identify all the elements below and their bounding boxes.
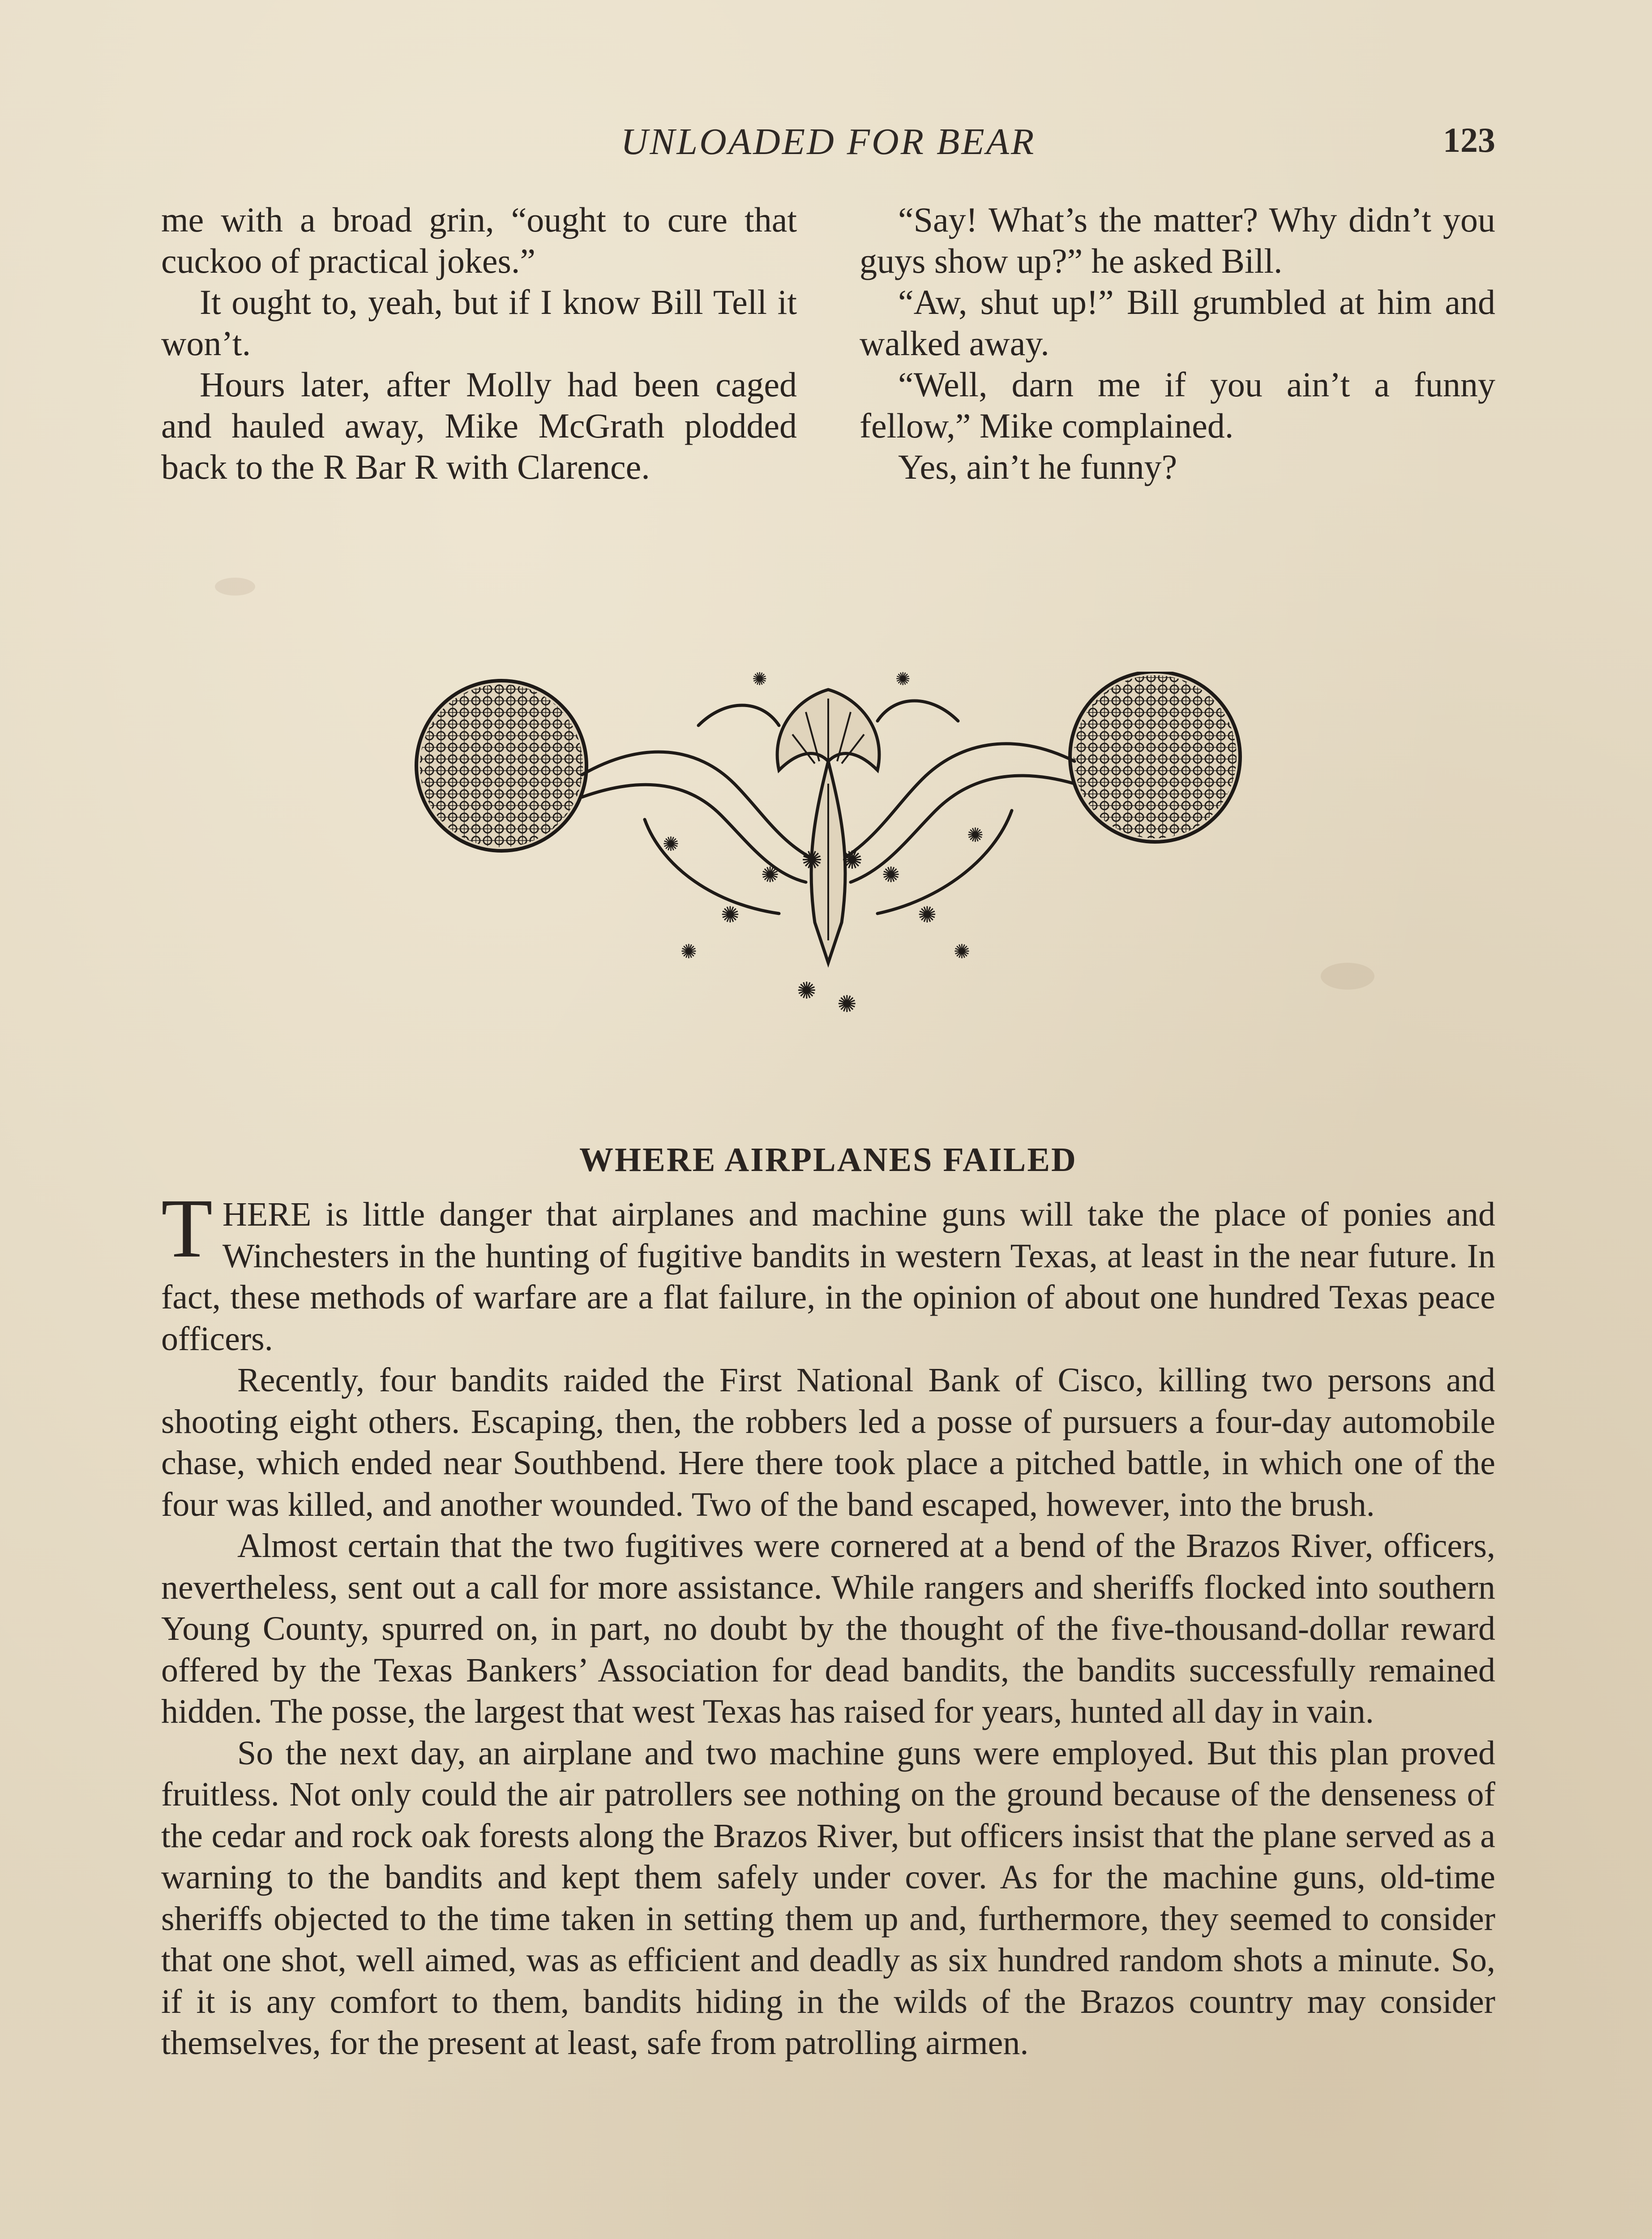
column-paragraph: Yes, ain’t he funny? (898, 447, 1177, 486)
running-title: UNLOADED FOR BEAR (621, 121, 1036, 163)
article (161, 1137, 1495, 2064)
story-ending-columns (161, 199, 1495, 488)
svg-text:✺: ✺ (752, 672, 767, 689)
article-title: WHERE AIRPLANES FAILED (579, 1141, 1077, 1179)
svg-text:✺: ✺ (797, 978, 817, 1004)
svg-text:✺: ✺ (761, 863, 779, 887)
article-paragraph: So the next day, an airplane and two machine guns were employed. But this plan proved fruitless. Not only could the air patrollers see nothing on the ground because of the denseness of the cedar and rock oak forests along the Brazos River, but officers insist that the plane served as a warning to the bandits and kept them safely under cover. As for the machine guns, old-time sheriffs objected to the time taken in setting them up and, furthermore, they seemed to consider that one shot, well aimed, was as efficient and deadly as six hundred random shots a minute. So, if it is any comfort to them, bandits hiding in the wilds of the Brazos country may consider themselves, for the present at least, safe from patrolling airmen. (161, 1734, 1495, 2062)
svg-text:✺: ✺ (895, 672, 911, 689)
svg-text:✺: ✺ (680, 941, 697, 963)
svg-text:✺: ✺ (801, 847, 822, 875)
svg-text:✺: ✺ (837, 992, 857, 1017)
art-nouveau-floral-ornament-icon (412, 672, 1245, 1021)
left-column (161, 199, 797, 488)
column-paragraph: me with a broad grin, “ought to cure that cuckoo of practical jokes.” (161, 200, 797, 280)
column-paragraph: “Say! What’s the matter? Why didn’t you guys show up?” he asked Bill. (860, 200, 1495, 280)
article-paragraph: Almost certain that the two fugitives were cornered at a bend of the Brazos River, officers, nevertheless, sent out a call for more assistance. While rangers and sheriffs flocked into southern Young County, spurred on, in part, no doubt by the thought of the five-thousand-dollar reward offered by the Texas Bankers’ Association for dead bandits, the bandits successfully remained hidden. The posse, the largest that west Texas has raised for years, hunted all day in vain. (161, 1527, 1495, 1730)
central-fan-leaf (777, 690, 879, 963)
column-paragraph: It ought to, yeah, but if I know Bill Tell it won’t. (161, 283, 797, 363)
column-paragraph: “Well, darn me if you ain’t a funny fellow,” Mike complained. (860, 365, 1495, 445)
running-head (161, 120, 1495, 174)
svg-text:✺: ✺ (918, 902, 937, 927)
paper-stain (1321, 963, 1374, 990)
column-paragraph: Hours later, after Molly had been caged and hauled away, Mike McGrath plodded back to the R Bar R with Clarence. (161, 365, 797, 486)
article-lead-paragraph (161, 1181, 1495, 1360)
page-number: 123 (1443, 120, 1495, 159)
article-body (161, 1181, 1495, 2064)
svg-text:✺: ✺ (663, 833, 679, 855)
right-lace-ball (1070, 672, 1240, 842)
drop-cap: T (161, 1181, 213, 1275)
svg-text:✺: ✺ (967, 824, 984, 846)
right-column (860, 199, 1495, 488)
svg-text:✺: ✺ (882, 863, 900, 887)
lead-text: HERE is little danger that airplanes and machine guns will take the place of ponies and Winchesters in the hunting of fugitive bandits in western Texas, at least in the near future. In fact, these methods of warfare are a flat failure, in the opinion of about one hundred Texas peace officers. (161, 1196, 1495, 1358)
column-paragraph: “Aw, shut up!” Bill grumbled at him and walked away. (860, 283, 1495, 363)
left-lace-ball (416, 681, 586, 851)
svg-text:✺: ✺ (721, 902, 740, 927)
paper-stain (215, 578, 255, 596)
svg-text:✺: ✺ (842, 847, 863, 875)
article-paragraph: Recently, four bandits raided the First National Bank of Cisco, killing two persons and shooting eight others. Escaping, then, the robbers led a posse of pursuers a four-day automobile chase, which ended near Southbend. Here there took place a pitched battle, in which one of the four was killed, and another wounded. Two of the band escaped, however, into the brush. (161, 1361, 1495, 1523)
svg-text:✺: ✺ (954, 941, 970, 963)
